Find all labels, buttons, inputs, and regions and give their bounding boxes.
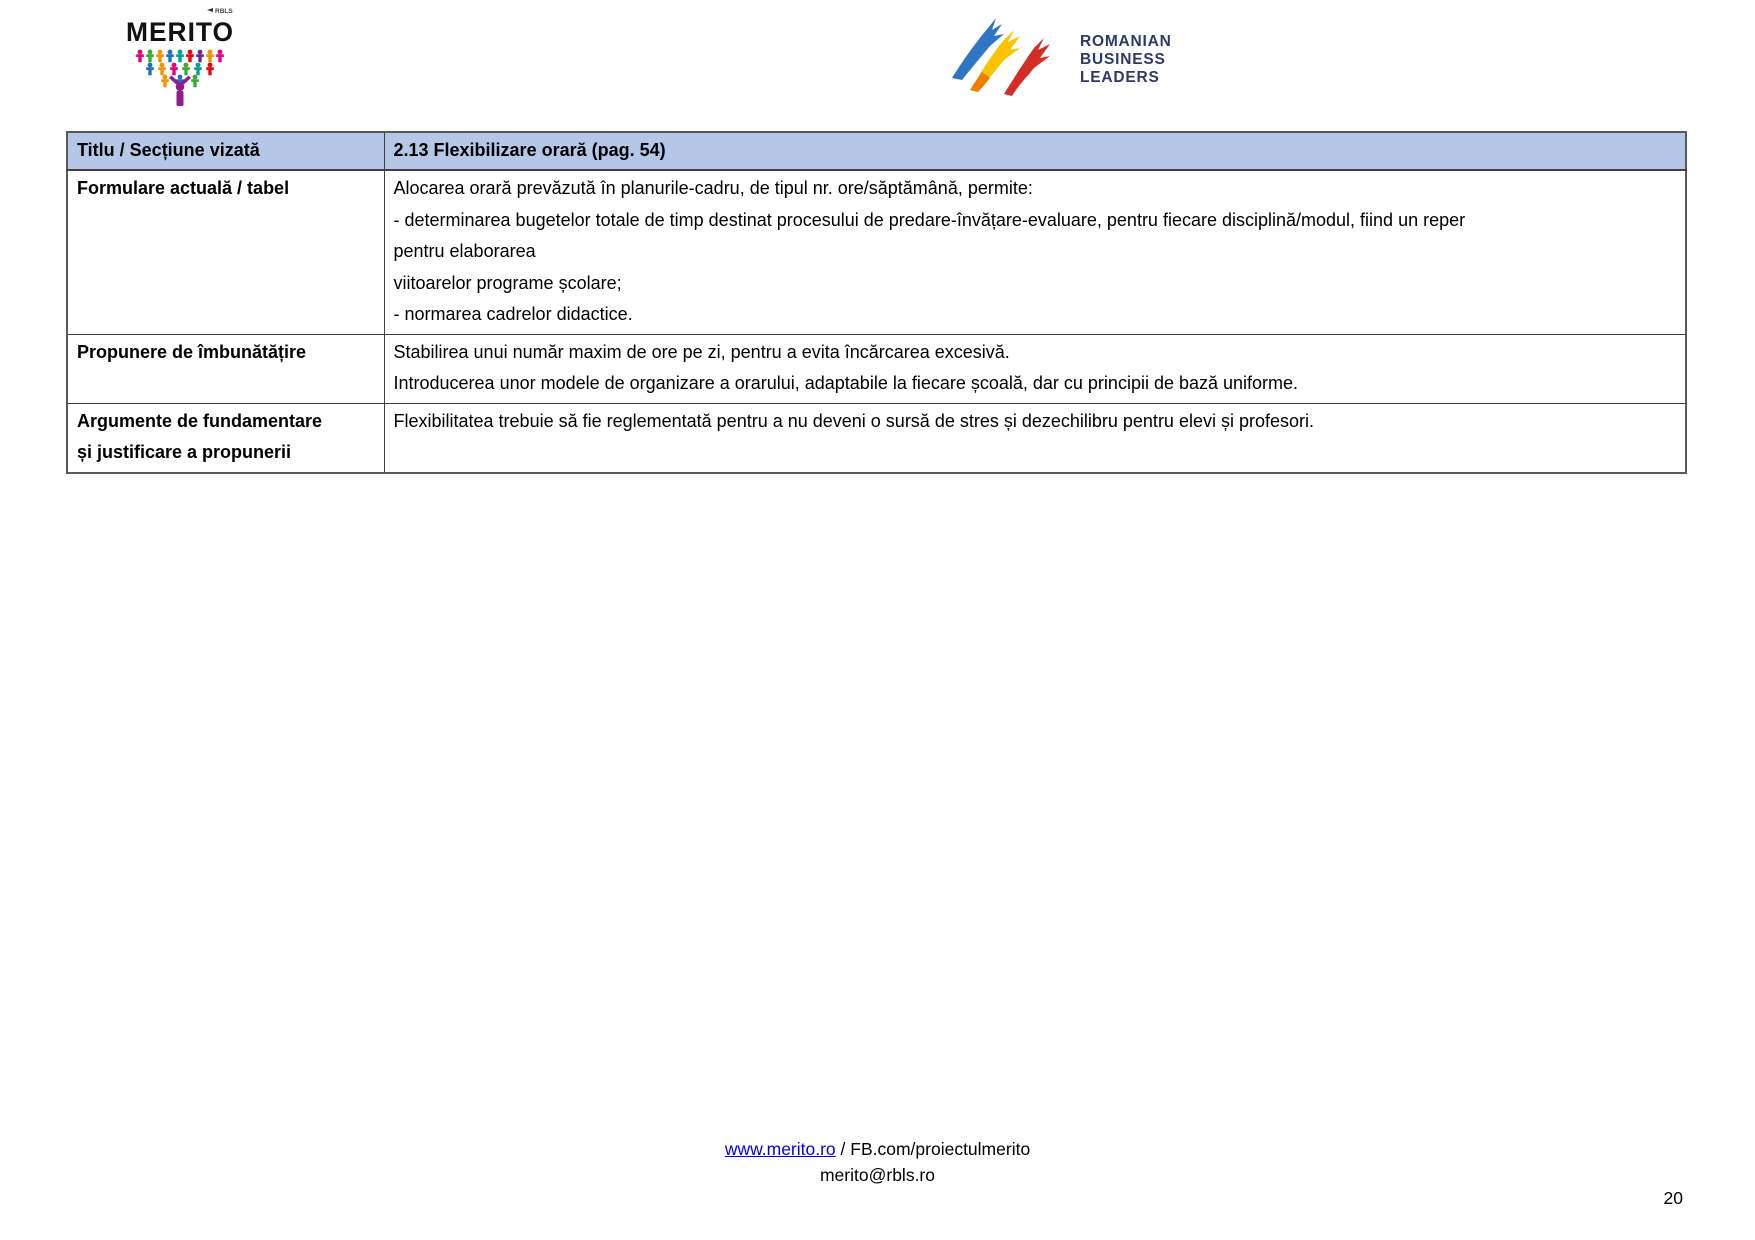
table-row-propunere	[67, 334, 1686, 403]
footer-line1	[0, 1136, 1755, 1162]
content-line: Alocarea orară prevăzută în planurile-cadru, de tipul nr. ore/săptămână, permite:	[393, 178, 1033, 198]
table-header-row	[67, 132, 1686, 170]
content-line: Stabilirea unui număr maxim de ore pe zi, pentru a evita încărcarea excesivă.	[393, 341, 1010, 362]
row-label-propunere	[67, 334, 384, 403]
footer-email: merito@rbls.ro	[819, 1165, 935, 1185]
footer-facebook-text: / FB.com/proiectulmerito	[835, 1139, 1031, 1159]
table-row-formulare	[67, 170, 1686, 334]
romanian-business-leaders-logo	[930, 10, 1260, 102]
row-label-text-line1: Argumente de fundamentare	[77, 410, 323, 431]
row-label-text: Propunere de îmbunătățire	[77, 341, 307, 362]
content-line: - determinarea bugetelor totale de timp destinat procesului de predare-învățare-evaluare, pentru fiecare disciplină/modul, fiind un reper	[393, 209, 1466, 230]
merito-wordmark: MERITO	[126, 17, 234, 47]
rbls-text-line3: LEADERS	[1080, 69, 1160, 86]
content-line: viitoarelor programe școlare;	[393, 272, 622, 293]
rbls-text-line1: ROMANIAN	[1080, 33, 1172, 50]
row-content-argumente	[384, 403, 1686, 473]
page-footer	[0, 1136, 1755, 1188]
content-line: pentru elaborarea	[393, 241, 536, 261]
page-number: 20	[1663, 1188, 1683, 1208]
merito-logo	[123, 6, 239, 106]
rbls-mini-flag-icon	[207, 8, 213, 12]
row-content-propunere	[384, 334, 1686, 403]
row-content-formulare	[384, 170, 1686, 334]
header-cell-section: 2.13 Flexibilizare orară (pag. 54)	[384, 132, 1686, 170]
rbls-ribbons-icon	[952, 18, 1050, 96]
rbls-text-line2: BUSINESS	[1080, 51, 1166, 68]
proposal-table	[66, 131, 1687, 474]
content-line: Flexibilitatea trebuie să fie reglementată pentru a nu deveni o sursă de stres și dezechilibru pentru elevi și profesori.	[393, 410, 1314, 431]
header-cell-title: Titlu / Secțiune vizată	[67, 132, 384, 170]
merito-website-link[interactable]: www.merito.ro	[724, 1139, 836, 1159]
merito-logo-graphic	[123, 6, 239, 106]
merito-people-funnel-icon	[136, 50, 224, 106]
row-label-text-line2: și justificare a propunerii	[77, 442, 292, 462]
table-row-argumente	[67, 403, 1686, 473]
content-line: - normarea cadrelor didactice.	[393, 304, 633, 324]
content-line: Introducerea unor modele de organizare a orarului, adaptabile la fiecare școală, dar cu principii de bază uniforme.	[393, 373, 1299, 393]
row-label-text: Formulare actuală / tabel	[77, 178, 290, 198]
rbls-logo-graphic	[930, 10, 1260, 102]
merito-rbls-mark: RBLS	[215, 8, 233, 15]
row-label-formulare	[67, 170, 384, 334]
row-label-argumente	[67, 403, 384, 473]
